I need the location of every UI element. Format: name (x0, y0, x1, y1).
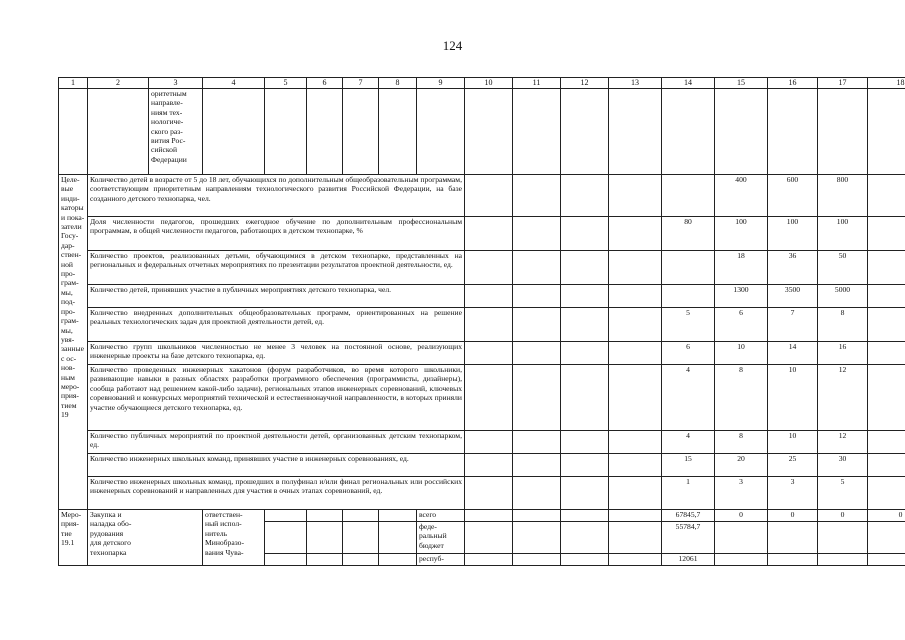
indicator-row (59, 342, 905, 365)
indicator-value: 3500 (768, 285, 818, 308)
indicator-value: 800 (818, 175, 868, 217)
indicator-value: 100 (768, 217, 818, 251)
indicator-value: 6 (715, 308, 768, 342)
funding-value (868, 554, 905, 566)
indicator-row (59, 251, 905, 285)
header-cell: 8 (379, 78, 417, 89)
indicator-value (662, 251, 715, 285)
indicator-value: 600 (768, 175, 818, 217)
indicator-row (59, 308, 905, 342)
indicator-value: 1300 (715, 285, 768, 308)
indicator-value: 8 (715, 431, 768, 454)
indicator-value: 100 (818, 217, 868, 251)
indicator-value: 4 (662, 365, 715, 431)
indicator-text: Количество проектов, реализованных детьми, обучающимися в детском технопарке, представленных на региональных и федеральных отчетных мероприятиях по презентации результатов проектной деятельности, ед. (88, 251, 465, 285)
funding-value (768, 554, 818, 566)
header-cell: 7 (343, 78, 379, 89)
indicator-value: 14 (768, 342, 818, 365)
indicator-value: 15 (662, 454, 715, 477)
funding-value (818, 554, 868, 566)
activity-title: Закупка и наладка обо- рудования для детского технопарка (88, 510, 203, 566)
funding-source: феде-ральный бюджет (417, 522, 465, 554)
funding-value (715, 554, 768, 566)
activity-number: Меро- прия- тие 19.1 (59, 510, 88, 566)
funding-value: 55784,7 (662, 522, 715, 554)
indicator-value: 7 (768, 308, 818, 342)
header-cell: 9 (417, 78, 465, 89)
header-cell: 18 (868, 78, 905, 89)
funding-source: всего (417, 510, 465, 522)
indicator-value: 8 (818, 308, 868, 342)
funding-value: 0 (818, 510, 868, 522)
indicator-text: Количество внедренных дополнительных общеобразовательных программ, ориентированных на решение реальных технологических задач для проектной деятельности детей, ед. (88, 308, 465, 342)
indicator-row (59, 217, 905, 251)
funding-value (768, 522, 818, 554)
header-cell: 17 (818, 78, 868, 89)
continuation-row (59, 89, 905, 175)
page-number: 124 (442, 38, 463, 53)
indicator-value: 50 (818, 251, 868, 285)
indicator-row (59, 365, 905, 431)
activity-executor: ответствен- ный испол- нитель Минобразо- вания Чува- (203, 510, 265, 566)
activity-row (59, 510, 905, 522)
indicator-text: Количество инженерных школьных команд, принявших участие в инженерных соревнованиях, ед. (88, 454, 465, 477)
indicator-value: 16 (818, 342, 868, 365)
indicator-text: Количество инженерных школьных команд, прошедших в полуфинал и/или финал региональных или российских инженерных соревнований и направленных для участия в очных этапах соревнований, ед. (88, 477, 465, 510)
header-cell: 5 (265, 78, 307, 89)
indicator-value: 8 (715, 365, 768, 431)
indicator-row (59, 285, 905, 308)
header-cell: 2 (88, 78, 149, 89)
header-cell: 11 (513, 78, 561, 89)
indicator-text: Количество детей, принявших участие в публичных мероприятиях детского технопарка, чел. (88, 285, 465, 308)
indicator-text: Доля численности педагогов, прошедших ежегодное обучение по дополнительным профессиональным программам, в общей численности педагогов, работающих в детском технопарке, % (88, 217, 465, 251)
header-cell: 14 (662, 78, 715, 89)
indicator-value: 3 (715, 477, 768, 510)
indicator-value (662, 175, 715, 217)
indicator-value: 10 (768, 365, 818, 431)
funding-value (868, 522, 905, 554)
indicator-value: 20 (715, 454, 768, 477)
indicator-value: 30 (818, 454, 868, 477)
indicator-value: 36 (768, 251, 818, 285)
header-cell: 12 (561, 78, 609, 89)
funding-source: респуб- (417, 554, 465, 566)
indicator-text: Количество проведенных инженерных хакатонов (форум разработчиков, во время которого школьники, развивающие навыки в разных областях разработки программного обеспечения (программисты, дизайнеры), сообща работают над решением какой-либо задачи), региональных этапов инженерных соревнований, ключевых соревнований и конкурсных мероприятий технической и естественнонаучной направленности, в которых приняли участие обучающиеся детского технопарка, ед. (88, 365, 465, 431)
funding-value: 67845,7 (662, 510, 715, 522)
header-cell: 15 (715, 78, 768, 89)
header-cell: 16 (768, 78, 818, 89)
indicator-value: 5 (662, 308, 715, 342)
indicator-value: 12 (818, 365, 868, 431)
indicator-row (59, 175, 905, 217)
indicator-value: 10 (768, 431, 818, 454)
indicator-value: 12 (818, 431, 868, 454)
header-cell: 6 (307, 78, 343, 89)
indicator-row (59, 454, 905, 477)
target-indicators-label: Целе- вые инди- каторы и пока- затели Госу- дар- ствен- ной про- грам- мы, под- про- грам- мы, увя- занные с ос- нов- ным меро- прия- тием 19 (59, 175, 88, 510)
header-cell: 1 (59, 78, 88, 89)
funding-value: 12061 (662, 554, 715, 566)
indicator-value: 6 (662, 342, 715, 365)
program-table (58, 77, 905, 566)
indicator-text: Количество детей в возрасте от 5 до 18 лет, обучающихся по дополнительным общеобразовательным программам, соответствующим приоритетным направлениям технологического развития Российской Федерации, на базе созданного детского технопарка, чел. (88, 175, 465, 217)
header-cell: 4 (203, 78, 265, 89)
indicator-row (59, 477, 905, 510)
indicator-value: 18 (715, 251, 768, 285)
indicator-value: 5000 (818, 285, 868, 308)
header-cell: 10 (465, 78, 513, 89)
indicator-text: Количество публичных мероприятий по проектной деятельности детей, организованных детским технопарком, ед. (88, 431, 465, 454)
funding-value: 0 (768, 510, 818, 522)
indicator-value: 400 (715, 175, 768, 217)
indicator-row (59, 431, 905, 454)
continuation-text: оритетным направле- ниям тех- нологиче- ского раз- вития Рос- сийской Федерации (149, 89, 203, 175)
header-cell: 13 (609, 78, 662, 89)
funding-value: 0 (868, 510, 905, 522)
indicator-value (662, 285, 715, 308)
funding-value (715, 522, 768, 554)
header-row (59, 78, 905, 89)
funding-value (818, 522, 868, 554)
indicator-value: 5 (818, 477, 868, 510)
header-cell: 3 (149, 78, 203, 89)
indicator-value: 4 (662, 431, 715, 454)
indicator-value: 1 (662, 477, 715, 510)
indicator-value: 10 (715, 342, 768, 365)
indicator-text: Количество групп школьников численностью не менее 3 человек на постоянной основе, реализующих инженерные проекты на базе детского технопарка, ед. (88, 342, 465, 365)
funding-value: 0 (715, 510, 768, 522)
indicator-value: 80 (662, 217, 715, 251)
indicator-value: 3 (768, 477, 818, 510)
indicator-value: 25 (768, 454, 818, 477)
indicator-value: 100 (715, 217, 768, 251)
